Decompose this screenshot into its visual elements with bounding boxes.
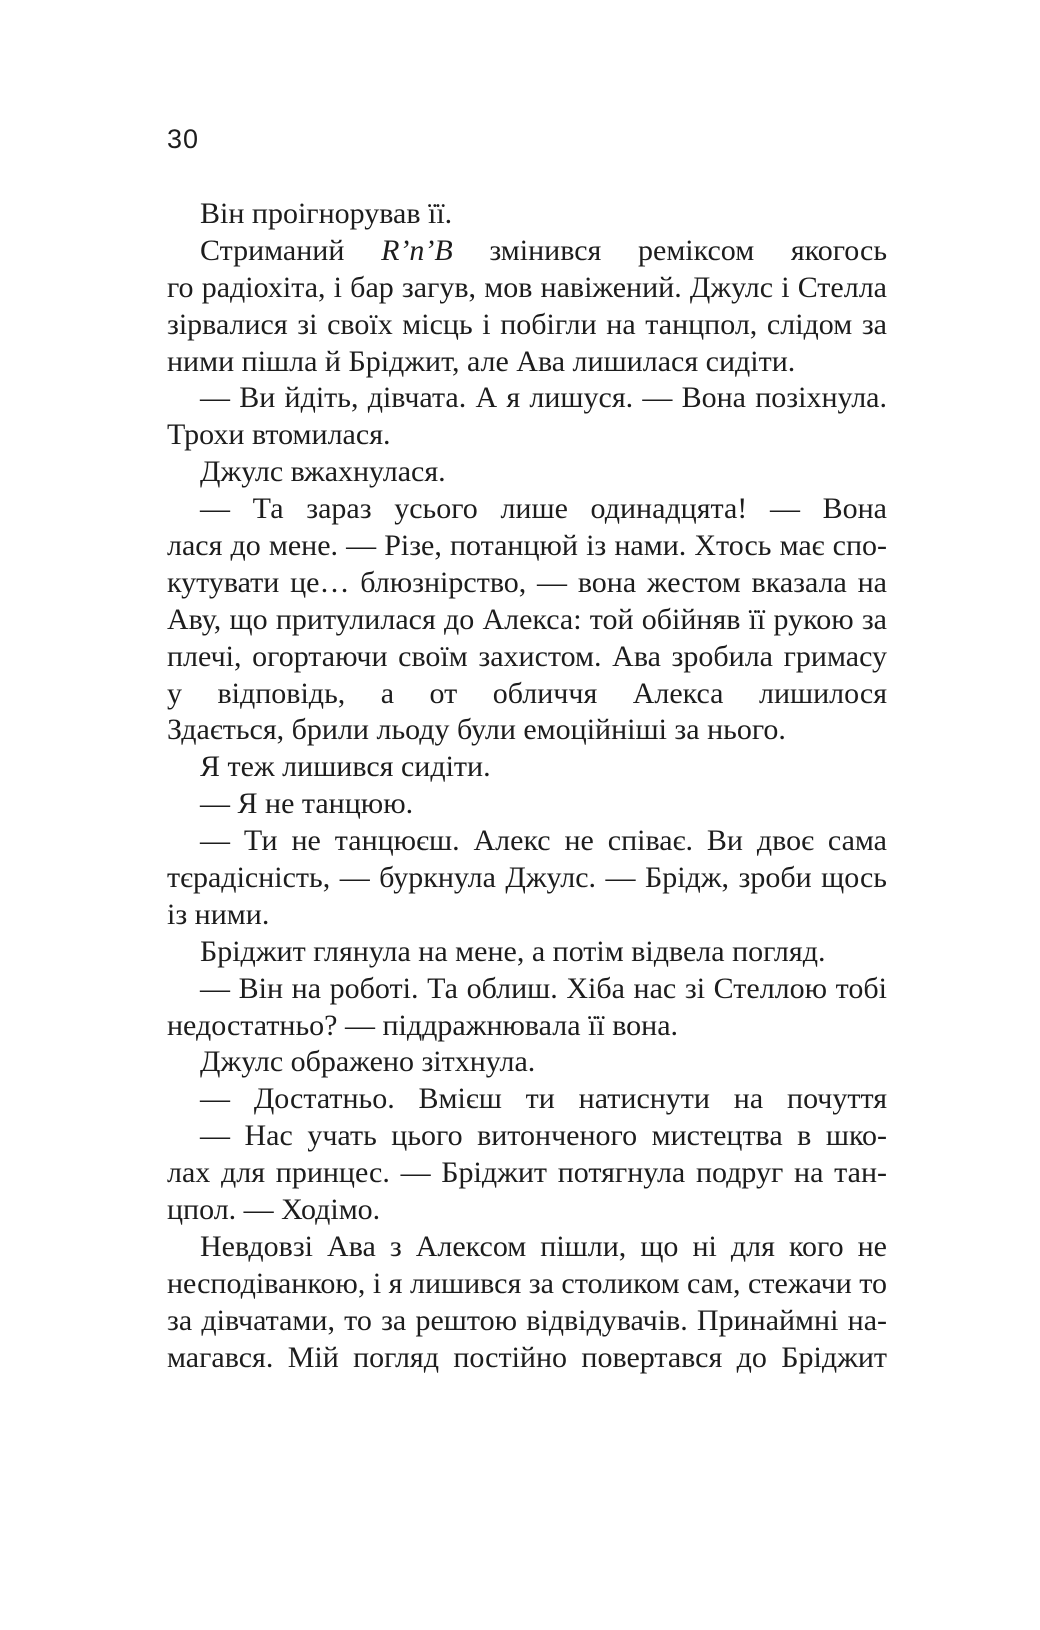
text-line: за дівчатами, то за рештою відвідувачів. Принаймні на- xyxy=(167,1303,887,1337)
body-text xyxy=(167,196,887,1377)
text-line: Я теж лишився сидіти. xyxy=(200,750,491,784)
text-line: Джулс ображено зітхнула. xyxy=(200,1045,536,1079)
text-line: несподіванкою, і я лишився за столиком сам, стежачи то xyxy=(167,1266,887,1300)
text-line xyxy=(167,233,887,270)
text-line: го радіохіта, і бар загув, мов навіжений. Джулс і Стелла xyxy=(167,270,887,304)
text-line: із ними. xyxy=(167,897,270,931)
text-line: лася до мене. — Різе, потанцюй із нами. Хтось має спо- xyxy=(167,529,887,563)
text-line: — Та зараз усього лише одинадцята! — Вона xyxy=(200,492,887,526)
text-line: Бріджит глянула на мене, а потім відвела погляд. xyxy=(200,934,826,968)
text-line: у відповідь, а от обличчя Алекса лишилося xyxy=(167,676,887,710)
page-number: 30 xyxy=(167,124,200,154)
text-line: — Я не танцюю. xyxy=(200,787,414,821)
text-line: Аву, що притулилася до Алекса: той обійняв її рукою за xyxy=(167,602,887,636)
italic-run: R’n’B xyxy=(381,233,453,267)
text-line: цпол. — Ходімо. xyxy=(167,1193,381,1227)
text-line: Джулс вжахнулася. xyxy=(200,455,446,489)
text-line: Невдовзі Ава з Алексом пішли, що ні для кого не xyxy=(200,1229,887,1263)
text-line: кутувати це… блюзнірство, — вона жестом вказала на xyxy=(167,565,887,599)
text-line: — Нас учать цього витонченого мистецтва в шко- xyxy=(200,1119,887,1153)
text-line: тєрадісність, — буркнула Джулс. — Брідж, зроби щось xyxy=(167,861,887,895)
text-line: зірвалися зі своїх місць і побігли на танцпол, слідом за xyxy=(167,307,887,341)
text-line: Трохи втомилася. xyxy=(167,418,391,452)
text-line: недостатньо? — піддражнювала її вона. xyxy=(167,1008,679,1042)
text-run: змінився реміксом якогось xyxy=(489,233,887,267)
text-line: — Ти не танцюєш. Алекс не співає. Ви двоє сама xyxy=(200,824,887,858)
text-line: магався. Мій погляд постійно повертався до Бріджит xyxy=(167,1340,887,1374)
text-line: ними пішла й Бріджит, але Ава лишилася сидіти. xyxy=(167,344,796,378)
text-line: — Достатньо. Вмієш ти натиснути на почуття xyxy=(200,1082,887,1116)
text-line: плечі, огортаючи своїм захистом. Ава зробила гримасу xyxy=(167,639,887,673)
text-run: Стриманий xyxy=(200,233,382,267)
text-line: — Ви йдіть, дівчата. А я лишуся. — Вона позіхнула. xyxy=(200,381,887,415)
text-line: — Він на роботі. Та облиш. Хіба нас зі Стеллою тобі xyxy=(200,971,887,1005)
text-line: Здається, брили льоду були емоційніші за нього. xyxy=(167,713,786,747)
text-line: Він проігнорував її. xyxy=(200,197,453,230)
text-line: лах для принцес. — Бріджит потягнула подруг на тан- xyxy=(167,1156,887,1190)
